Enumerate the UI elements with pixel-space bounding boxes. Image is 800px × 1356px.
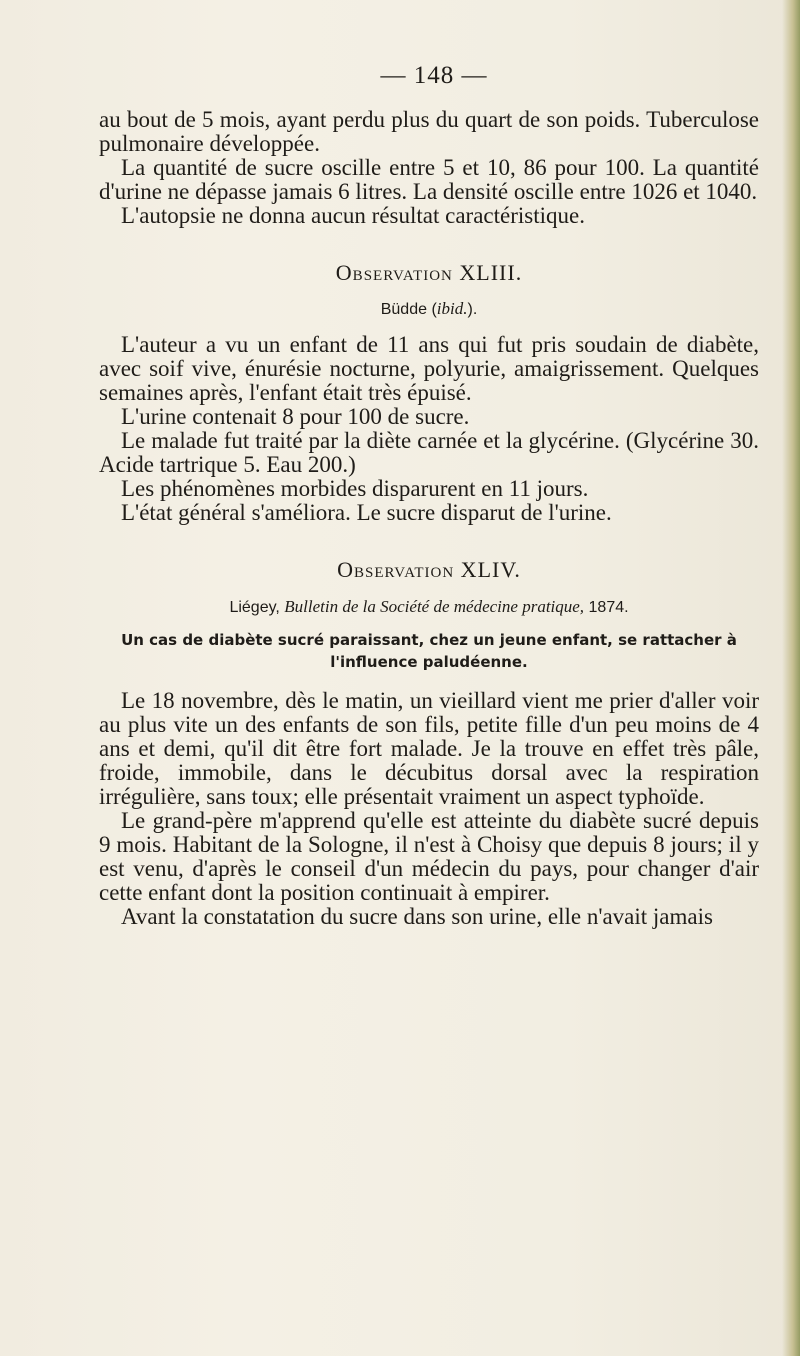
page-edge	[782, 0, 800, 1356]
source-author: Büdde (ibid.).	[380, 299, 478, 318]
paragraph: L'autopsie ne donna aucun résultat caractéristique.	[121, 203, 585, 228]
paragraph: L'état général s'améliora. Le sucre disparut de l'urine.	[121, 500, 612, 525]
source-author: Liégey,	[229, 599, 280, 616]
observation-heading: Observation XLIII.	[335, 260, 523, 285]
page-content	[99, 62, 759, 929]
observation-heading: Observation XLIV.	[337, 557, 521, 582]
paragraph: Le malade fut traité par la diète carnée et la glycérine. (Glycérine 30. Acide tartrique 5. Eau 200.)	[99, 428, 759, 477]
paragraph: L'urine contenait 8 pour 100 de sucre.	[121, 404, 470, 429]
page-number: — 148 —	[380, 62, 488, 89]
observation-source	[99, 597, 759, 617]
paragraph: Avant la constatation du sucre dans son urine, elle n'avait jamais	[121, 904, 713, 929]
observation-source	[99, 299, 759, 319]
paragraph: La quantité de sucre oscille entre 5 et 10, 86 pour 100. La quantité d'urine ne dépasse jamais 6 litres. La densité oscille entre 1026 et 1040.	[99, 155, 759, 204]
source-journal: Bulletin de la Société de médecine pratique,	[284, 597, 585, 616]
paragraph: au bout de 5 mois, ayant perdu plus du quart de son poids. Tuberculose pulmonaire développée.	[99, 107, 759, 156]
paragraph: Le 18 novembre, dès le matin, un vieillard vient me prier d'aller voir au plus vite un des enfants de son fils, petite fille d'un peu moins de 4 ans et demi, qu'il dit être fort malade. Je la trouve en effet très pâle, froide, immobile, dans le décubitus dorsal avec la respiration irrégulière, sans toux; elle présentait vraiment un aspect typhoïde.	[99, 688, 759, 809]
paragraph: L'auteur a vu un enfant de 11 ans qui fut pris soudain de diabète, avec soif vive, énurésie nocturne, polyurie, amaigrissement. Quelques semaines après, l'enfant était très épuisé.	[99, 332, 759, 405]
source-year: 1874.	[588, 599, 629, 616]
paragraph: Les phénomènes morbides disparurent en 11 jours.	[121, 476, 589, 501]
case-title: Un cas de diabète sucré paraissant, chez un jeune enfant, se rattacher à l'influence paludéenne.	[121, 631, 737, 671]
paragraph: Le grand-père m'apprend qu'elle est atteinte du diabète sucré depuis 9 mois. Habitant de la Sologne, il n'est à Choisy que depuis 8 jours; il y est venu, d'après le conseil d'un médecin du pays, pour changer d'air cette enfant dont la position continuait à empirer.	[99, 808, 759, 905]
